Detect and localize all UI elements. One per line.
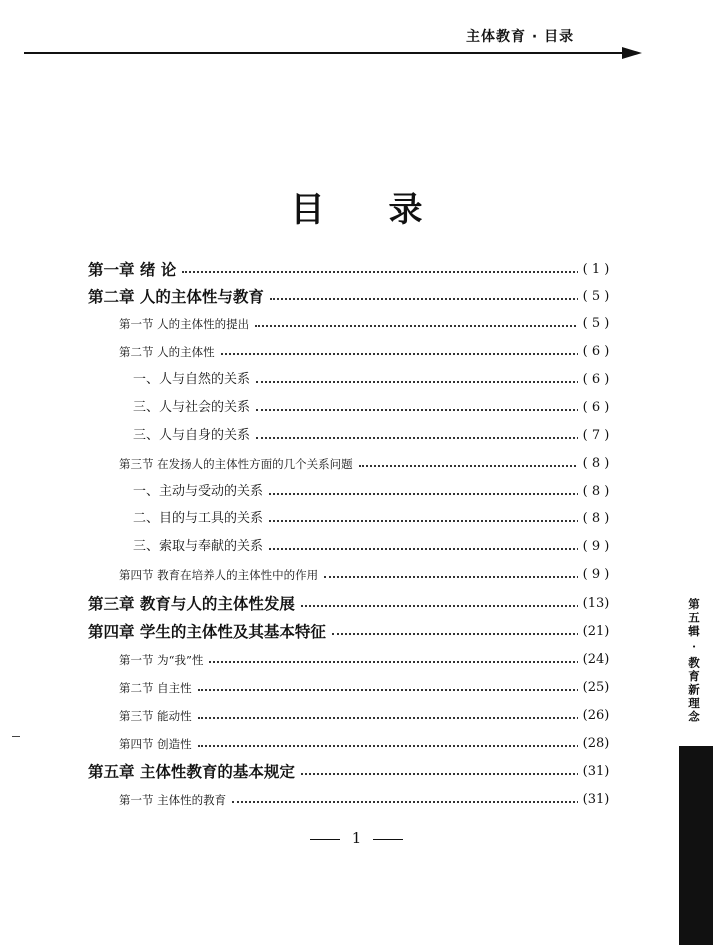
dot-leader: [198, 689, 603, 691]
toc-entry-label: 三、人与自身的关系: [133, 425, 254, 447]
toc-entry-page: (31): [578, 789, 614, 811]
toc-entry-label: 第三章 教育与人的主体性发展: [88, 593, 299, 615]
toc-entry-label: 一、人与自然的关系: [133, 369, 254, 391]
toc-entry: [0, 761, 713, 783]
toc-entry: [0, 649, 713, 671]
side-tab-block: [679, 746, 713, 945]
toc-entry-page: (26): [578, 705, 614, 727]
toc-entry: [0, 705, 713, 727]
toc-entry-label: 第四章 学生的主体性及其基本特征: [88, 621, 330, 643]
toc-entry: [0, 259, 713, 281]
dash-right: [373, 839, 403, 840]
toc-entry-label: 第四节 教育在培养人的主体性中的作用: [119, 564, 322, 586]
dot-leader: [256, 437, 603, 439]
toc-entry-label: 三、索取与奉献的关系: [133, 536, 267, 558]
toc-entry: [0, 481, 713, 503]
header-arrow-icon: [622, 47, 642, 59]
toc-entry-label: 二、目的与工具的关系: [133, 508, 267, 530]
toc-entry: [0, 341, 713, 363]
header-rule: [24, 52, 624, 54]
toc-entry: [0, 733, 713, 755]
toc-entry-page: (31): [578, 761, 614, 783]
toc-entry-label: 第四节 创造性: [119, 733, 196, 755]
side-tab-label: 第五辑 · 教育新理念: [687, 598, 701, 725]
dot-leader: [209, 661, 603, 663]
dot-leader: [301, 773, 603, 775]
dot-leader: [232, 801, 603, 803]
page-number-value: 1: [351, 829, 362, 847]
dot-leader: [359, 465, 603, 467]
dot-leader: [198, 717, 603, 719]
dot-leader: [256, 381, 603, 383]
toc-entry: [0, 508, 713, 530]
toc-entry: [0, 397, 713, 419]
toc-entry-label: 第一节 为“我”性: [119, 649, 207, 671]
toc-entry: [0, 369, 713, 391]
dot-leader: [301, 605, 603, 607]
toc-entry: [0, 621, 713, 643]
toc-entry-page: (24): [578, 649, 614, 671]
margin-mark: [12, 736, 20, 737]
toc-entry-page: ( 9 ): [578, 564, 614, 586]
toc-entry-page: (28): [578, 733, 614, 755]
toc-entry-label: 一、主动与受动的关系: [133, 481, 267, 503]
dot-leader: [269, 520, 603, 522]
dot-leader: [256, 409, 603, 411]
toc-entry: [0, 593, 713, 615]
dot-leader: [269, 493, 603, 495]
toc-entry: [0, 789, 713, 811]
toc-entry-page: ( 9 ): [578, 536, 614, 558]
toc-entry-page: ( 6 ): [578, 397, 614, 419]
dot-leader: [324, 576, 603, 578]
toc-entry-page: ( 1 ): [578, 259, 614, 281]
dot-leader: [182, 271, 603, 273]
toc-entry-page: (21): [578, 621, 614, 643]
toc-entry: [0, 453, 713, 475]
dot-leader: [332, 633, 603, 635]
toc-entry-label: 第一节 人的主体性的提出: [119, 313, 253, 335]
toc-entry: [0, 425, 713, 447]
toc-entry-label: 第三节 能动性: [119, 705, 196, 727]
dot-leader: [269, 548, 603, 550]
toc-entry-page: (25): [578, 677, 614, 699]
dot-leader: [221, 353, 603, 355]
toc-entry-page: ( 8 ): [578, 481, 614, 503]
toc-entry-label: 第一章 绪 论: [88, 259, 180, 281]
toc-entry: [0, 313, 713, 335]
toc-entry-label: 第二节 人的主体性: [119, 341, 219, 363]
toc-entry-label: 第一节 主体性的教育: [119, 789, 230, 811]
toc-entry: [0, 286, 713, 308]
toc-entry-page: ( 8 ): [578, 453, 614, 475]
toc-entry: [0, 536, 713, 558]
toc-entry-page: ( 5 ): [578, 313, 614, 335]
page-number: [0, 829, 713, 847]
toc-entry-label: 第五章 主体性教育的基本规定: [88, 761, 299, 783]
dash-left: [310, 839, 340, 840]
toc-entry-label: 三、人与社会的关系: [133, 397, 254, 419]
toc-title: 目录: [290, 190, 487, 230]
toc-entry-label: 第二章 人的主体性与教育: [88, 286, 268, 308]
toc-entry-page: ( 6 ): [578, 341, 614, 363]
dot-leader: [255, 325, 603, 327]
toc-entry-page: ( 6 ): [578, 369, 614, 391]
toc-entry: [0, 677, 713, 699]
toc-entry-page: ( 7 ): [578, 425, 614, 447]
toc-entry-page: ( 5 ): [578, 286, 614, 308]
toc-entry: [0, 564, 713, 586]
toc-entry-label: 第二节 自主性: [119, 677, 196, 699]
running-header: 主体教育 · 目录: [466, 29, 575, 45]
dot-leader: [198, 745, 603, 747]
toc-entry-label: 第三节 在发扬人的主体性方面的几个关系问题: [119, 453, 357, 475]
dot-leader: [270, 298, 603, 300]
toc-entry-page: ( 8 ): [578, 508, 614, 530]
toc-entry-page: (13): [578, 593, 614, 615]
